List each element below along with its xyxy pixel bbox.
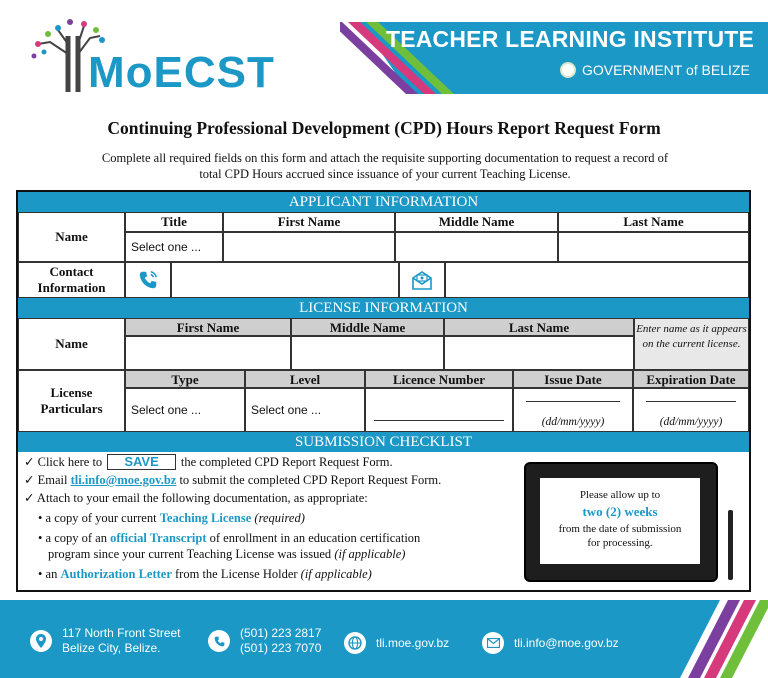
license-col-number: Licence Number xyxy=(365,370,513,388)
stylus-pen-icon xyxy=(728,510,733,580)
applicant-name-label: Name xyxy=(18,212,125,262)
license-level-select[interactable]: Select one ... xyxy=(245,388,365,432)
license-name-note: Enter name as it appears on the current license. xyxy=(634,318,749,370)
license-type-select[interactable]: Select one ... xyxy=(125,388,245,432)
moecst-logo xyxy=(30,14,290,100)
license-col-first: First Name xyxy=(125,318,291,336)
processing-notice: Please allow up to two (2) weeks from the date of submission for processing. xyxy=(540,478,700,564)
checklist-item-authorization: • an Authorization Letter from the License Holder (if applicable) xyxy=(38,567,372,581)
government-label: GOVERNMENT of BELIZE xyxy=(560,62,750,78)
email-link[interactable]: tli.info@moe.gov.bz xyxy=(70,473,177,487)
applicant-col-first: First Name xyxy=(223,212,395,232)
license-particulars-label: License Particulars xyxy=(18,370,125,432)
cpd-form xyxy=(16,190,751,592)
mail-icon xyxy=(482,632,504,654)
checklist-item-transcript: • a copy of an official Transcript of enrollment in an education certification xyxy=(38,531,421,545)
globe-icon xyxy=(344,632,366,654)
form-title: Continuing Professional Development (CPD) Hours Report Request Form xyxy=(107,118,661,138)
email-input[interactable] xyxy=(445,262,749,298)
applicant-col-title: Title xyxy=(125,212,223,232)
license-section-heading: LICENSE INFORMATION xyxy=(18,298,749,318)
applicant-title-select[interactable]: Select one ... xyxy=(125,232,223,262)
location-pin-icon xyxy=(30,630,52,652)
applicant-first-name-input[interactable] xyxy=(223,232,395,262)
license-col-middle: Middle Name xyxy=(291,318,444,336)
applicant-col-last: Last Name xyxy=(558,212,749,232)
licence-number-input[interactable] xyxy=(365,388,513,432)
checklist-section-heading: SUBMISSION CHECKLIST xyxy=(18,432,749,452)
license-first-name-input[interactable] xyxy=(125,336,291,370)
belize-seal-icon xyxy=(560,62,576,78)
footer-website[interactable]: tli.moe.gov.bz xyxy=(344,632,449,654)
license-name-label: Name xyxy=(18,318,125,370)
institute-name: TEACHER LEARNING INSTITUTE xyxy=(385,26,755,52)
phone-icon-cell xyxy=(125,262,171,298)
applicant-middle-name-input[interactable] xyxy=(395,232,558,262)
issue-date-input[interactable]: (dd/mm/yyyy) xyxy=(513,388,633,432)
phone-icon xyxy=(137,269,159,291)
footer-email[interactable]: tli.info@moe.gov.bz xyxy=(482,632,619,654)
tablet-illustration xyxy=(524,462,718,582)
license-col-level: Level xyxy=(245,370,365,388)
checklist-attach-line: ✓ Attach to your email the following documentation, as appropriate: xyxy=(24,491,368,505)
applicant-section-heading: APPLICANT INFORMATION xyxy=(18,192,749,212)
checklist-item-transcript-cont: program since your current Teaching License was issued (if applicable) xyxy=(48,547,406,561)
expiration-date-input[interactable]: (dd/mm/yyyy) xyxy=(633,388,749,432)
applicant-col-middle: Middle Name xyxy=(395,212,558,232)
email-icon xyxy=(410,268,434,292)
phone-input[interactable] xyxy=(171,262,399,298)
license-last-name-input[interactable] xyxy=(444,336,634,370)
footer-address: 117 North Front Street Belize City, Belize. xyxy=(30,626,181,656)
license-middle-name-input[interactable] xyxy=(291,336,444,370)
applicant-last-name-input[interactable] xyxy=(558,232,749,262)
license-col-issue: Issue Date xyxy=(513,370,633,388)
license-col-type: Type xyxy=(125,370,245,388)
footer-phones: (501) 223 2817 (501) 223 7070 xyxy=(208,626,321,656)
checklist-save-line: ✓ Click here to SAVE the completed CPD Report Request Form. xyxy=(24,454,393,469)
email-icon-cell xyxy=(399,262,445,298)
checklist-email-line: ✓ Email tli.info@moe.gov.bz to submit the completed CPD Report Request Form. xyxy=(24,473,442,487)
logo-text: MoECST xyxy=(88,48,275,97)
contact-label: Contact Information xyxy=(18,262,125,298)
phone-icon xyxy=(208,630,230,652)
license-col-expiry: Expiration Date xyxy=(633,370,749,388)
license-col-last: Last Name xyxy=(444,318,634,336)
save-button[interactable]: SAVE xyxy=(107,454,175,470)
form-intro: Complete all required fields on this form and attach the requisite supporting documentation to request a record of total CPD Hours accrued since issuance of your current Teaching License. xyxy=(101,151,669,181)
checklist-item-license: • a copy of your current Teaching License (required) xyxy=(38,511,305,525)
